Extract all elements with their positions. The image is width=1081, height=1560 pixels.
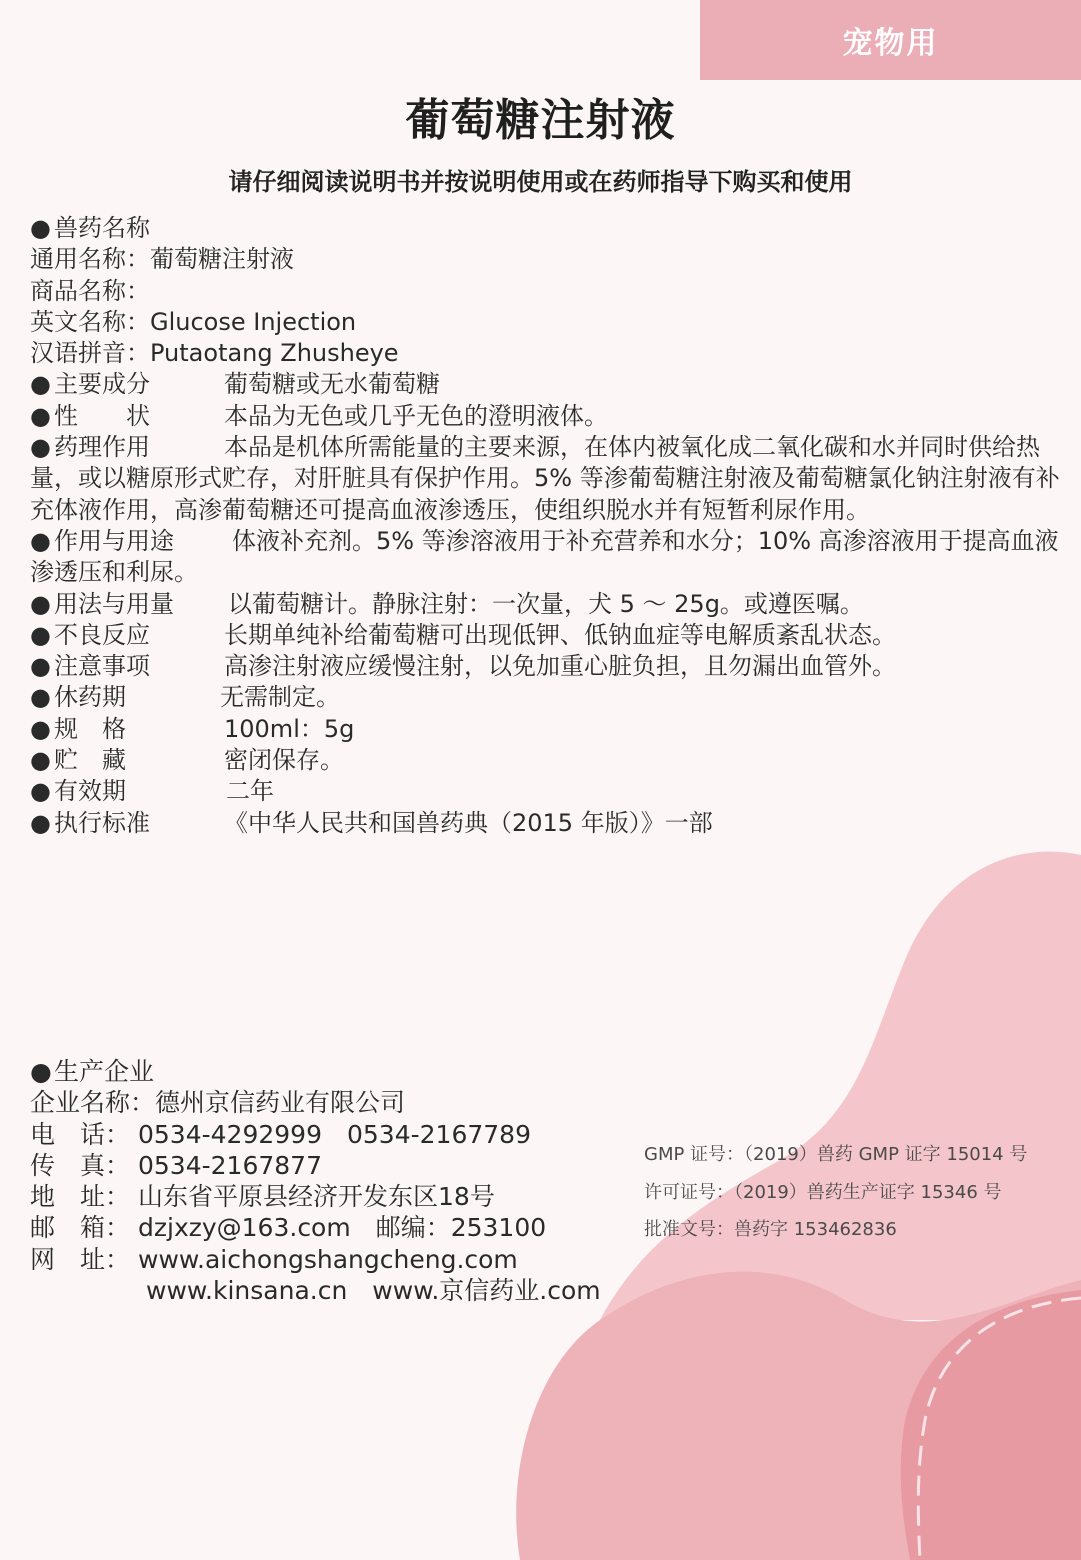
spec-row (30, 714, 1060, 745)
indication-label: 作用与用途 (54, 526, 174, 555)
website-value-1: www.aichongshangcheng.com (138, 1244, 518, 1274)
withdrawal-row (30, 682, 1060, 713)
website-row-2 (30, 1275, 670, 1306)
bullet-icon: ● (30, 370, 51, 399)
production-license: 许可证号：（2019）兽药生产证字 15346 号 (644, 1181, 1002, 1203)
company-value: 德州京信药业有限公司 (155, 1088, 406, 1118)
phone-label: 电 话： (30, 1119, 131, 1149)
address-row (30, 1181, 670, 1212)
caution-label: 注意事项 (54, 652, 150, 681)
bullet-icon: ● (30, 746, 51, 775)
approval-number: 批准文号：兽药字 153462836 (644, 1219, 897, 1240)
standard-label: 执行标准 (54, 808, 150, 837)
appearance-row (30, 401, 1060, 432)
validity-row (30, 776, 1060, 807)
fax-label: 传 真： (30, 1150, 131, 1180)
manufacturer-heading: ●生产企业 (30, 1057, 155, 1086)
bullet-icon: ● (30, 1057, 52, 1086)
website-row (30, 1244, 670, 1275)
dosage-value: 以葡萄糖计。静脉注射：一次量，犬 5 ～ 25g。或遵医嘱。 (228, 589, 864, 618)
manufacturer-block (30, 1056, 670, 1306)
bullet-icon: ● (30, 589, 51, 618)
page-title: 葡萄糖注射液 (405, 95, 676, 146)
gmp-certificate: GMP 证号：（2019）兽药 GMP 证字 15014 号 (644, 1144, 1028, 1165)
company-label: 企业名称： (30, 1088, 156, 1118)
fax-value: 0534-2167877 (138, 1150, 322, 1180)
ingredient-label: 主要成分 (54, 370, 150, 399)
ingredient-row (30, 369, 1060, 400)
email-label: 邮 箱： (30, 1213, 131, 1243)
indication-row (30, 526, 1060, 589)
adverse-label: 不良反应 (54, 620, 150, 649)
pinyin-value: Putaotang Zhusheye (150, 339, 399, 368)
appearance-value: 本品为无色或几乎无色的澄明液体。 (224, 401, 608, 430)
withdrawal-label: 休药期 (54, 683, 126, 712)
bullet-icon: ● (30, 401, 51, 430)
english-name-label: 英文名称： (30, 307, 150, 336)
bullet-icon: ● (30, 526, 51, 555)
phone-value: 0534-4292999 0534-2167789 (138, 1119, 531, 1149)
pinyin-row (30, 338, 1060, 369)
fax-row (30, 1150, 670, 1181)
pharmacology-value: 本品是机体所需能量的主要来源，在体内被氧化成二氧化碳和水并同时供给热量，或以糖原形式贮存，对肝脏具有保护作用。5% 等渗葡萄糖注射液及葡萄糖氯化钠注射液有补充体液作用，高渗葡萄糖还可提高血液渗透压，使组织脱水并有短暂利尿作用。 (30, 433, 1060, 524)
storage-label: 贮 藏 (54, 746, 126, 775)
storage-value: 密闭保存。 (224, 746, 344, 775)
spec-list (30, 213, 1060, 839)
pet-use-tag (700, 0, 1081, 80)
email-row (30, 1212, 670, 1243)
standard-value: 《中华人民共和国兽药典（2015 年版）》一部 (224, 808, 713, 837)
spec-value: 100ml：5g (224, 714, 355, 743)
bullet-icon: ● (30, 808, 51, 837)
page-subtitle: 请仔细阅读说明书并按说明使用或在药师指导下购买和使用 (228, 168, 853, 196)
caution-row (30, 651, 1060, 682)
standard-row (30, 808, 1060, 839)
caution-value: 高渗注射液应缓慢注射，以免加重心脏负担，且勿漏出血管外。 (224, 652, 896, 681)
bullet-icon: ● (30, 214, 51, 242)
appearance-label: 性 状 (54, 401, 150, 430)
validity-value: 二年 (226, 777, 274, 806)
bullet-icon: ● (30, 652, 51, 681)
common-name-label: 通用名称： (30, 245, 150, 274)
adverse-row (30, 620, 1060, 651)
common-name-value: 葡萄糖注射液 (150, 245, 294, 274)
spec-label: 规 格 (54, 714, 126, 743)
trade-name-label: 商品名称： (30, 276, 150, 305)
bullet-icon: ● (30, 714, 51, 743)
storage-row (30, 745, 1060, 776)
english-name-row (30, 307, 1060, 338)
certificate-block (644, 1136, 1064, 1249)
pharmacology-row (30, 432, 1060, 526)
dosage-label: 用法与用量 (54, 589, 174, 618)
address-label: 地 址： (30, 1182, 131, 1212)
withdrawal-value: 无需制定。 (220, 683, 340, 712)
address-value: 山东省平原县经济开发东区18号 (138, 1182, 495, 1212)
bullet-icon: ● (30, 683, 51, 712)
pet-use-tag-text: 宠物用 (842, 26, 939, 61)
pinyin-label: 汉语拼音： (30, 339, 150, 368)
phone-row (30, 1119, 670, 1150)
trade-name-row (30, 276, 1060, 307)
pharmacology-label: 药理作用 (54, 433, 150, 462)
validity-label: 有效期 (54, 777, 126, 806)
dosage-row (30, 589, 1060, 620)
adverse-value: 长期单纯补给葡萄糖可出现低钾、低钠血症等电解质紊乱状态。 (224, 620, 896, 649)
bullet-icon: ● (30, 433, 51, 462)
bullet-icon: ● (30, 777, 51, 806)
indication-value: 体液补充剂。5% 等渗溶液用于补充营养和水分；10% 高渗溶液用于提高血液渗透压和利尿。 (30, 526, 1059, 587)
website-label: 网 址： (30, 1244, 131, 1274)
common-name-row (30, 244, 1060, 275)
english-name-value: Glucose Injection (150, 307, 357, 336)
email-value: dzjxzy@163.com 邮编：253100 (138, 1213, 547, 1243)
bullet-icon: ● (30, 620, 51, 649)
company-row (30, 1087, 670, 1118)
ingredient-value: 葡萄糖或无水葡萄糖 (224, 370, 440, 399)
vet-name-heading: ● 兽药名称 (30, 213, 1060, 244)
website-value-2: www.kinsana.cn www.京信药业.com (146, 1276, 601, 1306)
